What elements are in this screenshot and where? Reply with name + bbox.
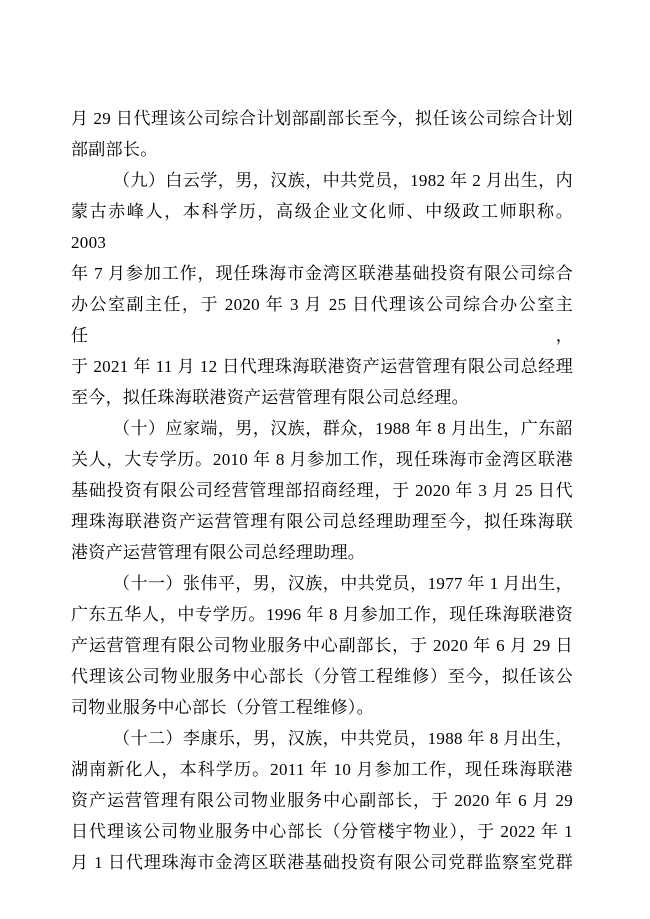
text-line: （九）白云学，男，汉族，中共党员，1982 年 2 月出生，内 [113,171,573,190]
text-line: （十）应家端，男，汉族，群众，1988 年 8 月出生，广东韶 [113,419,573,438]
text-line: （十二）李康乐，男，汉族，中共党员，1988 年 8 月出生， [113,729,573,748]
text-line: 办公室副主任，于 2020 年 3 月 25 日代理该公司综合办公室主任， [71,295,573,345]
text-line: 港资产运营管理有限公司总经理助理。 [71,543,366,562]
document-body [71,103,573,878]
text-line: 广东五华人，中专学历。1996 年 8 月参加工作，现任珠海联港资 [71,605,573,624]
text-line: 湖南新化人，本科学历。2011 年 10 月参加工作，现任珠海联港 [71,760,573,779]
text-line: 产运营管理有限公司物业服务中心副部长，于 2020 年 6 月 29 日 [71,636,573,655]
text-line: 资产运营管理有限公司物业服务中心副部长，于 2020 年 6 月 29 [71,791,573,810]
text-line: 年 7 月参加工作，现任珠海市金湾区联港基础投资有限公司综合 [71,264,573,283]
text-line: 蒙古赤峰人，本科学历，高级企业文化师、中级政工师职称。2003 [71,202,573,252]
text-line: （十一）张伟平，男，汉族，中共党员，1977 年 1 月出生， [113,574,573,593]
text-line: 月 29 日代理该公司综合计划部副部长至今，拟任该公司综合计划 [71,109,573,128]
text-line: 理珠海联港资产运营管理有限公司总经理助理至今，拟任珠海联 [71,512,573,531]
text-line: 月 1 日代理珠海市金湾区联港基础投资有限公司党群监察室党群 [71,853,573,872]
text-line: 基础投资有限公司经营管理部招商经理，于 2020 年 3 月 25 日代 [71,481,573,500]
text-line: 日代理该公司物业服务中心部长（分管楼宇物业），于 2022 年 1 [71,822,573,841]
text-line: 至今，拟任珠海联港资产运营管理有限公司总经理。 [71,388,469,407]
text-line: 部副部长。 [71,140,158,159]
text-line: 代理该公司物业服务中心部长（分管工程维修）至今，拟任该公 [71,667,573,686]
text-line: 于 2021 年 11 月 12 日代理珠海联港资产运营管理有限公司总经理 [71,357,573,376]
text-line: 关人，大专学历。2010 年 8 月参加工作，现任珠海市金湾区联港 [71,450,573,469]
text-line: 司物业服务中心部长（分管工程维修）。 [71,698,374,717]
